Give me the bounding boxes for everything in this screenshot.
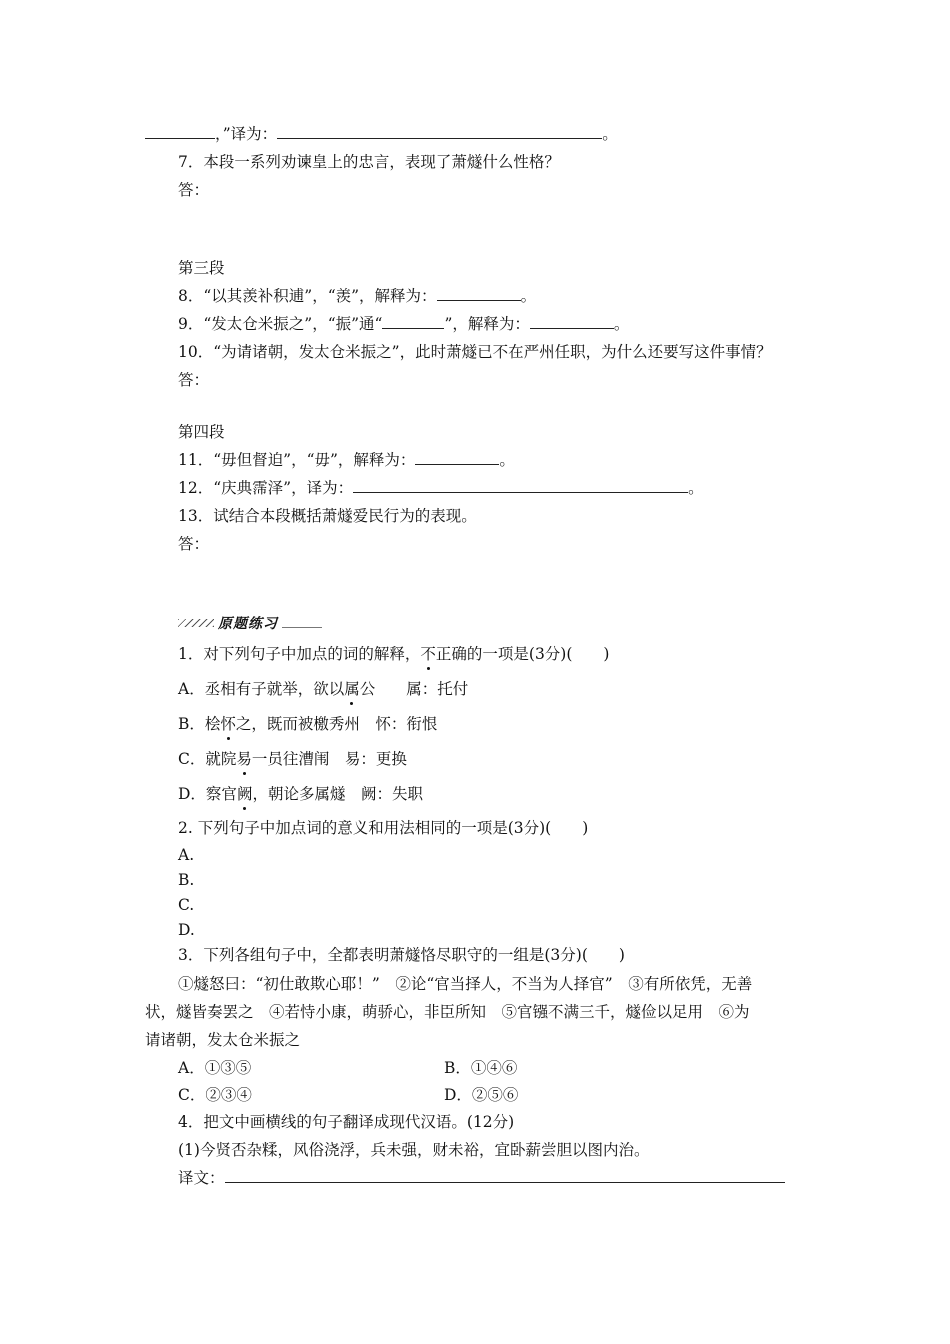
- answer-blank[interactable]: [530, 314, 614, 329]
- answer-label: 答：: [178, 535, 210, 553]
- option-1A: A．丞相有子就举，欲以属公 属：托付: [178, 680, 469, 698]
- question-4-sentence-1: (1)今贤否杂糅，风俗浇浮，兵未强，财未裕，宜卧薪尝胆以图内治。: [178, 1141, 650, 1159]
- q6-continuation: ，”译为： 。: [145, 124, 618, 144]
- answer-label: 答：: [178, 371, 210, 389]
- answer-blank[interactable]: [277, 124, 602, 139]
- section-heading-4: 第四段: [178, 423, 225, 441]
- question-13: 13．试结合本段概括萧燧爱民行为的表现。: [178, 507, 477, 525]
- option-1B: B．桧怀之，既而被檄秀州 怀：衔恨: [178, 715, 438, 733]
- divider: [282, 627, 322, 628]
- answer-blank[interactable]: [353, 478, 688, 493]
- dotted-word: 不: [420, 645, 436, 663]
- dotted-word: 阙: [236, 785, 253, 803]
- practice-question-3: 3．下列各组句子中，全都表明萧燧恪尽职守的一组是(3分)( ): [178, 946, 625, 964]
- practice-question-4: 4．把文中画横线的句子翻译成现代汉语。(12分): [178, 1113, 515, 1131]
- practice-question-2: 2. 下列句子中加点词的意义和用法相同的一项是(3分)( ): [178, 819, 589, 837]
- translation-label: 译文：: [178, 1169, 225, 1187]
- question-12: 12．“庆典霈泽”，译为： 。: [178, 479, 704, 497]
- translation-blank[interactable]: [225, 1168, 785, 1183]
- answer-label: 答：: [178, 181, 210, 199]
- answer-blank[interactable]: [415, 450, 499, 465]
- question-10: 10．“为请诸朝，发太仓米振之”，此时萧燧已不在严州任职，为什么还要写这件事情？: [178, 343, 772, 361]
- answer-blank[interactable]: [145, 124, 215, 139]
- option-1D: D．察官阙，朝论多属燧 阙：失职: [178, 785, 423, 803]
- dotted-word: 怀: [220, 715, 236, 733]
- dotted-word: 易: [236, 750, 252, 768]
- option-3C: C．②③④: [178, 1086, 252, 1104]
- option-2C: C.: [178, 896, 195, 914]
- question-8: 8．“以其羡补积逋”，“羡”，解释为： 。: [178, 287, 537, 305]
- option-2D: D.: [178, 921, 195, 939]
- option-3B: B．①④⑥: [444, 1059, 518, 1077]
- option-1C: C．就院易一员往漕闱 易：更换: [178, 750, 407, 768]
- question-3-line-2: 状，燧皆奏罢之 ④若恃小康，萌骄心，非臣所知 ⑤官镪不满三千，燧俭以足用 ⑥为: [145, 1003, 750, 1021]
- section-heading-3: 第三段: [178, 259, 225, 277]
- question-9: 9．“发太仓米振之”，“振”通“ ”，解释为： 。: [178, 315, 630, 333]
- question-3-line-1: ①燧怒曰：“初仕敢欺心耶！” ②论“官当择人，不当为人择官” ③有所依凭，无善: [178, 975, 753, 993]
- translation-line: [178, 1168, 785, 1188]
- option-2A: A.: [178, 846, 195, 864]
- question-11: 11．“毋但督迫”，“毋”，解释为： 。: [178, 451, 515, 469]
- section-banner: [178, 614, 322, 632]
- question-3-line-3: 请诸朝，发太仓米振之: [145, 1031, 301, 1049]
- option-3A: A．①③⑤: [178, 1059, 252, 1077]
- option-2B: B.: [178, 871, 195, 889]
- answer-blank[interactable]: [382, 314, 444, 329]
- section-title: 原题练习: [218, 616, 278, 632]
- dotted-word: 属: [344, 680, 360, 698]
- hatch-decoration: [178, 619, 214, 627]
- option-3D: D．②⑤⑥: [444, 1086, 519, 1104]
- question-7: 7．本段一系列劝谏皇上的忠言，表现了萧燧什么性格？: [178, 153, 560, 171]
- answer-blank[interactable]: [437, 286, 521, 301]
- practice-question-1: 1．对下列句子中加点的词的解释，不正确的一项是(3分)( ): [178, 645, 610, 663]
